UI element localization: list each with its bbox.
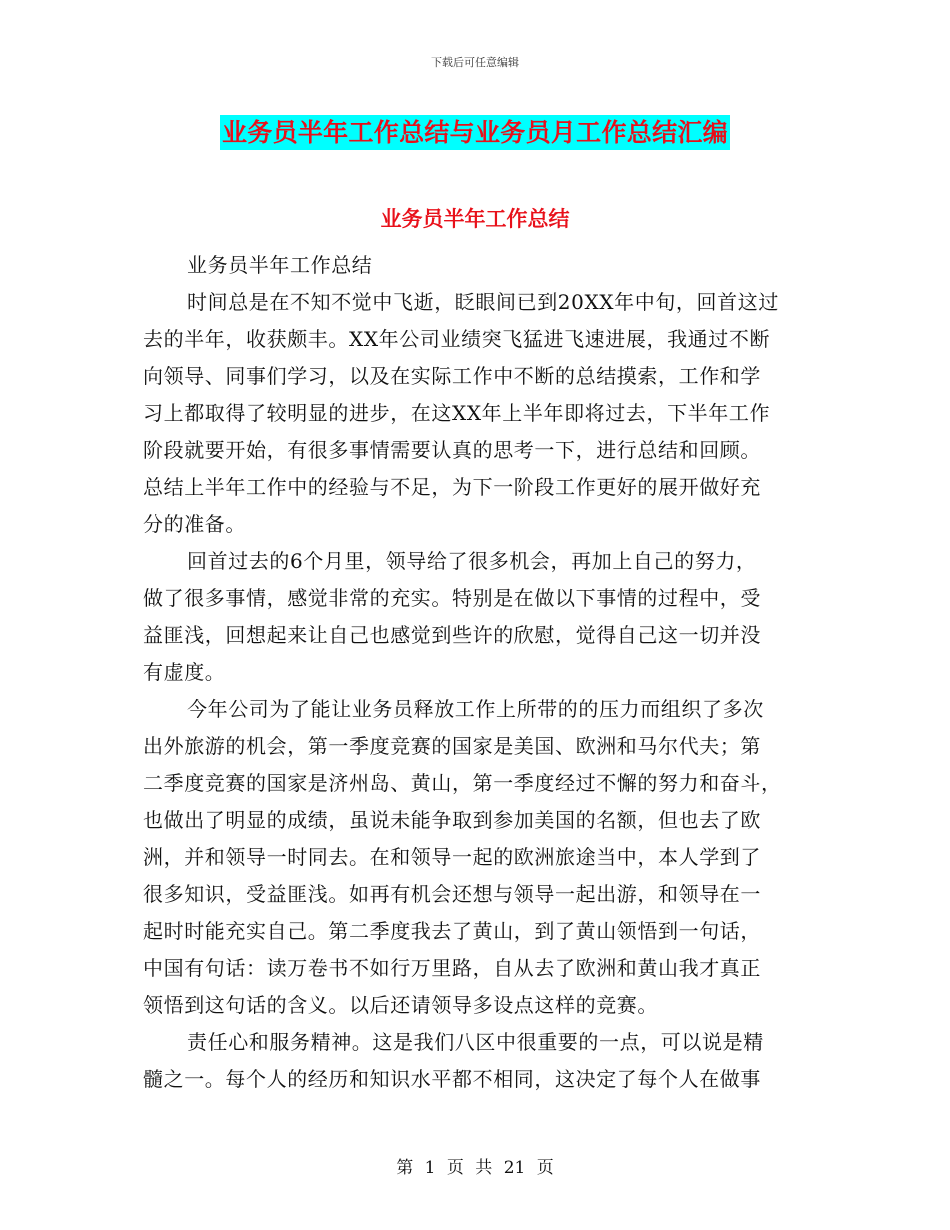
text-line: 去的半年，收获颇丰。XX年公司业绩突飞猛进飞速进展，我通过不断 <box>143 327 771 351</box>
text-line: 出外旅游的机会，第一季度竞赛的国家是美国、欧洲和马尔代夫；第 <box>143 734 761 758</box>
text-line: 责任心和服务精神。这是我们八区中很重要的一点，可以说是精 <box>187 1030 764 1054</box>
text-line: 习上都取得了较明显的进步，在这XX年上半年即将过去，下半年工作 <box>143 401 771 425</box>
text-line: 中国有句话：读万卷书不如行万里路，自从去了欧洲和黄山我才真正 <box>143 956 761 980</box>
page-header: 下载后可任意编辑 <box>431 56 519 69</box>
paragraph <box>143 1024 813 1098</box>
text-line: 做了很多事情，感觉非常的充实。特别是在做以下事情的过程中，受 <box>143 586 761 610</box>
document-title: 业务员半年工作总结与业务员月工作总结汇编 <box>220 115 730 150</box>
text-line: 也做出了明显的成绩，虽说未能争取到参加美国的名额，但也去了欧 <box>143 808 761 832</box>
paragraph <box>143 543 813 691</box>
paragraph <box>143 284 813 543</box>
text-line: 业务员半年工作总结 <box>187 253 373 277</box>
text-line: 总结上半年工作中的经验与不足，为下一阶段工作更好的展开做好充 <box>143 475 761 499</box>
text-line: 今年公司为了能让业务员释放工作上所带的的压力而组织了多次 <box>187 697 764 721</box>
page-footer: 第 1 页 共 21 页 <box>396 1158 554 1178</box>
text-line: 分的准备。 <box>143 512 246 536</box>
paragraph <box>143 691 813 1024</box>
text-line: 领悟到这句话的含义。以后还请领导多设点这样的竞赛。 <box>143 993 658 1017</box>
text-line: 髓之一。每个人的经历和知识水平都不相同，这决定了每个人在做事 <box>143 1067 761 1091</box>
text-line: 很多知识，受益匪浅。如再有机会还想与领导一起出游，和领导在一 <box>143 882 761 906</box>
text-line: 二季度竞赛的国家是济州岛、黄山，第一季度经过不懈的努力和奋斗， <box>143 771 782 795</box>
text-line: 起时时能充实自己。第二季度我去了黄山，到了黄山领悟到一句话， <box>143 919 761 943</box>
paragraph <box>143 247 813 284</box>
text-line: 回首过去的6个月里，领导给了很多机会，再加上自己的努力， <box>187 549 757 573</box>
text-line: 时间总是在不知不觉中飞逝，眨眼间已到20XX年中旬，回首这过 <box>187 290 779 314</box>
text-line: 益匪浅，回想起来让自己也感觉到些许的欣慰，觉得自己这一切并没 <box>143 623 761 647</box>
text-line: 洲，并和领导一时同去。在和领导一起的欧洲旅途当中，本人学到了 <box>143 845 761 869</box>
text-line: 阶段就要开始，有很多事情需要认真的思考一下，进行总结和回顾。 <box>143 438 761 462</box>
document-body <box>143 247 813 1098</box>
section-title: 业务员半年工作总结 <box>380 207 570 231</box>
document-title-wrap <box>0 113 950 149</box>
text-line: 向领导、同事们学习，以及在实际工作中不断的总结摸索，工作和学 <box>143 364 761 388</box>
text-line: 有虚度。 <box>143 660 226 684</box>
